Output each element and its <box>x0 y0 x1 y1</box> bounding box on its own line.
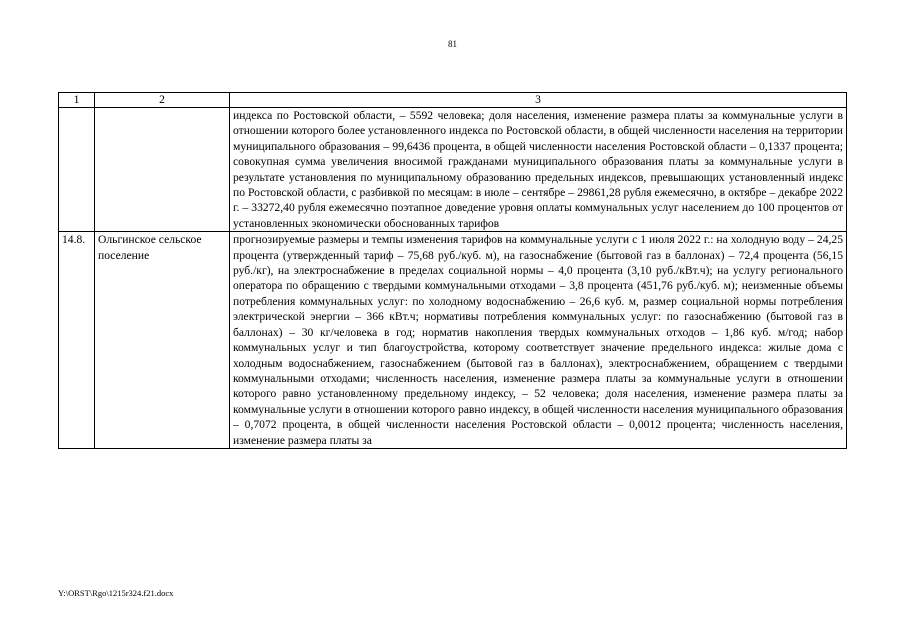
row-description-cell: индекса по Ростовской области, – 5592 человека; доля населения, изменение размера платы за коммунальные услуги в отношении которого более установленного индекса по Ростовской области, в общей численности населения на территории муниципального образования – 99,6436 процента, в общей численности населения Ростовской области – 0,1337 процента; совокупная сумма увеличения вносимой гражданами муниципального образования платы за коммунальные услуги в результате установления по муниципальному образованию предельных индексов, превышающих установленный индекс по Ростовской области, с разбивкой по месяцам: в июле – сентябре – 29861,28 рубля ежемесячно, в октябре – декабре 2022 г. – 33272,40 рубля ежемесячно поэтапное доведение уровня оплаты коммунальных услуг населением до 100 процентов от установленных экономически обоснованных тарифов <box>230 108 847 232</box>
row-name-cell <box>95 108 230 232</box>
footer-file-path: Y:\ORST\Rgo\1215r324.f21.docx <box>58 588 174 598</box>
table-row <box>59 108 847 232</box>
header-col-2: 2 <box>95 93 230 108</box>
row-name-cell: Ольгинское сельское поселение <box>95 232 230 449</box>
document-table <box>58 92 847 449</box>
page-number: 81 <box>448 39 457 49</box>
row-number-cell <box>59 108 95 232</box>
table-row <box>59 232 847 449</box>
row-number-cell: 14.8. <box>59 232 95 449</box>
header-col-3: 3 <box>230 93 847 108</box>
table-header-row <box>59 93 847 108</box>
row-description-cell: прогнозируемые размеры и темпы изменения тарифов на коммунальные услуги с 1 июля 2022 г.: на холодную воду – 24,25 процента (утвержденный тариф – 75,68 руб./куб. м), на газоснабжение (бытовой газ в баллонах) – 72,4 процента (56,15 руб./кг), на электроснабжение в пределах социальной нормы – 4,0 процента (3,10 руб./кВт.ч); на услугу регионального оператора по обращению с твердыми коммунальными отходами – 3,8 процента (451,76 руб./куб. м); неизменные объемы потребления коммунальных услуг: по холодному водоснабжению – 26,6 куб. м, размер социальной нормы потребления электрической энергии – 366 кВт.ч; нормативы потребления коммунальных услуг: по газоснабжению (бытовой газ в баллонах) – 30 кг/человека в год; норматив накопления твердых коммунальных отходов – 1,86 куб. м/год; набор коммунальных услуг и тип благоустройства, которому соответствует значение предельного индекса: жилые дома с холодным водоснабжением, газоснабжением (бытовой газ в баллонах), электроснабжением, обращением с твердыми коммунальными отходами; численность населения, изменение размера платы за коммунальные услуги в отношении которого равно установленному предельному индексу, – 52 человека; доля населения, изменение размера платы за коммунальные услуги в отношении которого равно индексу, в общей численности населения муниципального образования – 0,7072 процента, в общей численности населения Ростовской области – 0,0012 процента; численность населения, изменение размера платы за <box>230 232 847 449</box>
header-col-1: 1 <box>59 93 95 108</box>
